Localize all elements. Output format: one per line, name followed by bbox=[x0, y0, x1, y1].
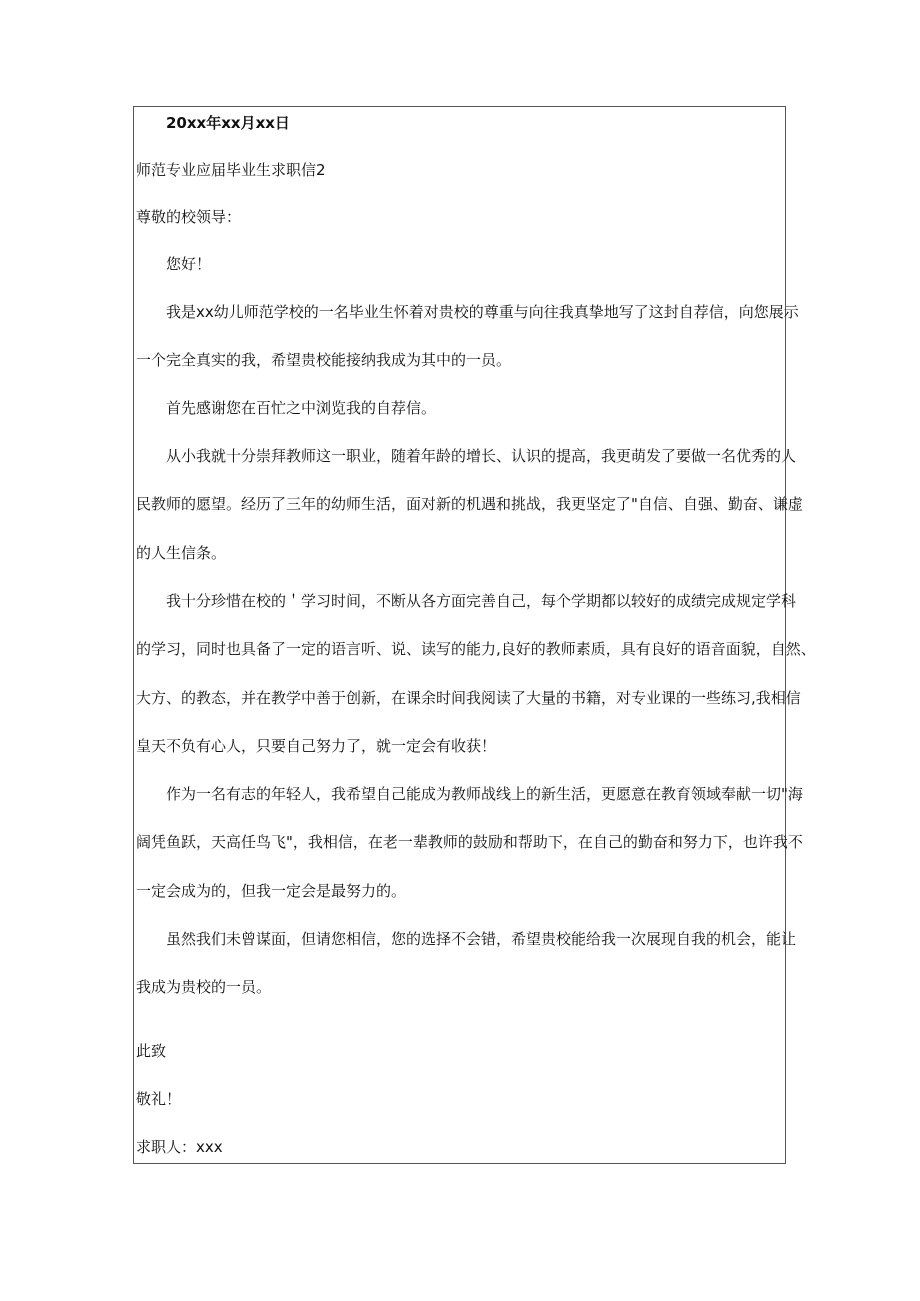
paragraph-3-line-2: 民教师的愿望。经历了三年的幼师生活，面对新的机遇和挑战，我更坚定了"自信、自强、勤奋、谦虚 bbox=[136, 495, 803, 513]
paragraph-4-line-3: 大方、的教态，并在教学中善于创新，在课余时间我阅读了大量的书籍，对专业课的一些练习,我相信 bbox=[136, 689, 801, 707]
paragraph-1-line-2: 一个完全真实的我，希望贵校能接纳我成为其中的一员。 bbox=[136, 351, 512, 369]
paragraph-5-line-2: 阔凭鱼跃，天高任鸟飞"，我相信，在老一辈教师的鼓励和帮助下，在自己的勤奋和努力下，也许我不 bbox=[136, 833, 803, 851]
paragraph-5-line-3: 一定会成为的，但我一定会是最努力的。 bbox=[136, 882, 407, 900]
letter-closing-2: 敬礼！ bbox=[136, 1090, 182, 1108]
paragraph-3-line-3: 的人生信条。 bbox=[136, 544, 227, 562]
paragraph-6-line-2: 我成为贵校的一员。 bbox=[136, 978, 272, 996]
letter-signature: 求职人：xxx bbox=[136, 1138, 223, 1156]
letter-greeting: 您好！ bbox=[166, 255, 212, 273]
paragraph-4-line-4: 皇天不负有心人，只要自己努力了，就一定会有收获！ bbox=[136, 737, 497, 755]
letter-date: 20xx年xx月xx日 bbox=[166, 114, 290, 132]
paragraph-4-line-1: 我十分珍惜在校的＇学习时间，不断从各方面完善自己，每个学期都以较好的成绩完成规定学科 bbox=[166, 592, 797, 610]
letter-title: 师范专业应届毕业生求职信2 bbox=[136, 161, 326, 179]
paragraph-5-line-1: 作为一名有志的年轻人，我希望自己能成为教师战线上的新生活，更愿意在教育领域奉献一切"海 bbox=[166, 785, 803, 803]
paragraph-4-line-2: 的学习，同时也具备了一定的语言听、说、读写的能力,良好的教师素质，具有良好的语音面貌，自然、 bbox=[136, 640, 816, 658]
paragraph-3-line-1: 从小我就十分崇拜教师这一职业，随着年龄的增长、认识的提高，我更萌发了要做一名优秀的人 bbox=[166, 447, 797, 465]
paragraph-2-line-1: 首先感谢您在百忙之中浏览我的自荐信。 bbox=[166, 399, 437, 417]
paragraph-1-line-1: 我是xx幼儿师范学校的一名毕业生怀着对贵校的尊重与向往我真挚地写了这封自荐信，向您展示 bbox=[166, 303, 799, 321]
paragraph-6-line-1: 虽然我们未曾谋面，但请您相信，您的选择不会错，希望贵校能给我一次展现自我的机会，能让 bbox=[166, 930, 797, 948]
letter-closing-1: 此致 bbox=[136, 1042, 167, 1060]
letter-salutation: 尊敬的校领导： bbox=[136, 208, 242, 226]
